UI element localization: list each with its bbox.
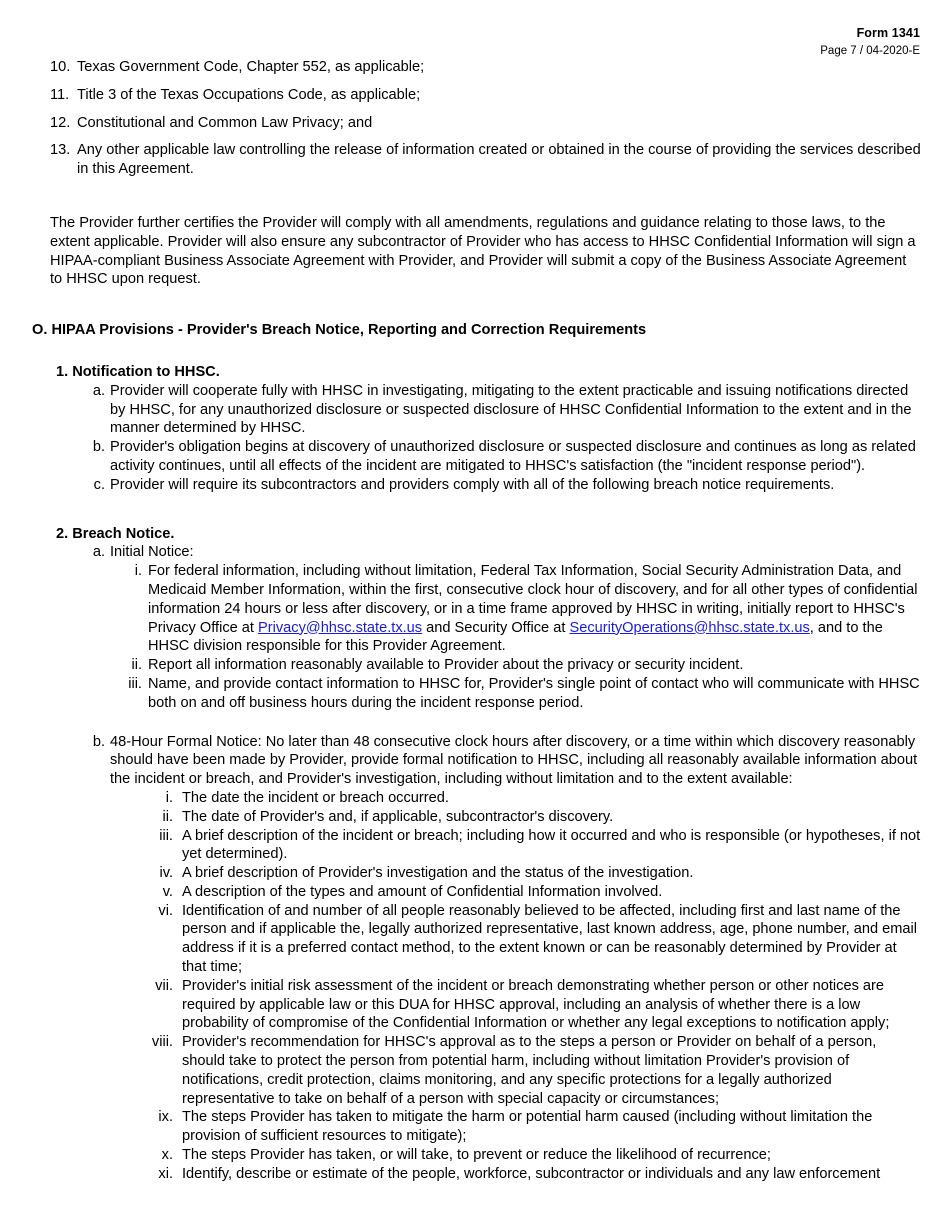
- list-text: A brief description of the incident or breach; including how it occurred and who is responsible (or hypotheses, if not yet determined).: [182, 827, 921, 863]
- list-item: [145, 902, 922, 977]
- list-item: [120, 656, 922, 675]
- list-text: [148, 562, 922, 656]
- breach-notice-letter-b: [50, 733, 922, 789]
- list-text: The steps Provider has taken to mitigate the harm or potential harm caused (including without limitation the provision of sufficient resources to mitigate);: [182, 1109, 873, 1145]
- subsection-heading-1: 1. Notification to HHSC.: [56, 363, 220, 380]
- list-item: [50, 86, 922, 105]
- list-item: [88, 476, 922, 495]
- list-text: The date the incident or breach occurred.: [182, 789, 449, 806]
- list-item: [88, 733, 922, 789]
- list-item: [145, 883, 922, 902]
- form-number: Form 1341: [856, 26, 920, 40]
- document-body: [32, 58, 922, 1184]
- list-text: A description of the types and amount of Confidential Information involved.: [182, 883, 663, 900]
- list-marker: c.: [93, 476, 105, 493]
- list-text: Title 3 of the Texas Occupations Code, as applicable;: [77, 86, 421, 103]
- list-marker: ix.: [158, 1109, 173, 1126]
- list-marker: 10.: [50, 59, 71, 75]
- list-item: [120, 675, 922, 713]
- list-text: Identification of and number of all people reasonably believed to be affected, including first and last name of the person and if applicable the, legally authorized representative, last known address, age, phone number, and email address if it is a preferred contact method, to the extent known or can be reasonably determined by Provider at that time;: [182, 902, 918, 976]
- notification-letter-list: [50, 382, 922, 495]
- list-marker: 12.: [50, 114, 71, 131]
- initial-notice-roman-list: [50, 562, 922, 712]
- top-numbered-list: [50, 58, 922, 179]
- list-text: The date of Provider's and, if applicable, subcontractor's discovery.: [182, 808, 614, 825]
- list-marker: iii.: [128, 675, 142, 692]
- list-marker: x.: [161, 1147, 173, 1164]
- list-item: [145, 808, 922, 827]
- list-text: Report all information reasonably available to Provider about the privacy or security incident.: [148, 657, 744, 674]
- privacy-office-email-link[interactable]: Privacy@hhsc.state.tx.us: [258, 619, 423, 636]
- list-item: [88, 543, 922, 562]
- list-marker: i.: [134, 563, 142, 580]
- text-segment-before-privacy-link: For federal information, including without limitation, Federal Tax Information, Social Security Administration Data, and Medicaid Member Information, within the first, consecutive clock hour of discovery, and for all other types of confidential information 24 hours or less after discovery, or in a time frame approved by HHSC in writing, initially report to HHSC's Privacy Office at: [148, 563, 918, 636]
- list-item: [88, 438, 922, 476]
- list-text: Name, and provide contact information to HHSC for, Provider's single point of contact who will communicate with HHSC both on and off business hours during the incident response period.: [148, 675, 920, 711]
- list-item: [145, 977, 922, 1033]
- list-marker: i.: [165, 789, 173, 806]
- list-marker: viii.: [151, 1034, 173, 1051]
- list-text: Provider will cooperate fully with HHSC in investigating, mitigating to the extent practicable and issuing notifications directed by HHSC, for any unauthorized disclosure or suspected disclosure of HHSC Confidential Information to the extent and in the manner determined by HHSC.: [110, 382, 912, 437]
- list-marker: b.: [92, 439, 105, 456]
- list-marker: v.: [162, 883, 173, 900]
- list-marker: a.: [92, 382, 105, 399]
- list-text: Identify, describe or estimate of the people, workforce, subcontractor or individuals and any law enforcement: [182, 1165, 881, 1182]
- intro-paragraph: The Provider further certifies the Provider will comply with all amendments, regulations and guidance relating to those laws, to the extent applicable. Provider will also ensure any subcontractor of Provider who has access to HHSC Confidential Information will sign a HIPAA-compliant Business Associate Agreement with Provider, and Provider will submit a copy of the Business Associate Agreement to HHSC upon request.: [50, 214, 916, 288]
- list-text: Texas Government Code, Chapter 552, as applicable;: [77, 59, 425, 75]
- security-operations-email-link[interactable]: SecurityOperations@hhsc.state.tx.us: [569, 619, 810, 636]
- list-item: [145, 1165, 922, 1184]
- formal-notice-roman-list: [50, 789, 922, 1184]
- list-marker: 11.: [50, 86, 70, 103]
- section-heading-o: O. HIPAA Provisions - Provider's Breach Notice, Reporting and Correction Requirements: [32, 322, 647, 339]
- list-marker: a.: [92, 544, 105, 561]
- intro-paragraph-block: [50, 214, 922, 289]
- list-text: Provider's initial risk assessment of the incident or breach demonstrating whether person or other notices are required by applicable law or this DUA for HHSC approval, including an analysis of whether there is a low probability of compromise of the Confidential Information or whether any legal exceptions to notification apply;: [182, 977, 890, 1032]
- list-marker: xi.: [158, 1165, 173, 1182]
- list-marker: b.: [92, 733, 105, 750]
- subsection-heading-2: 2. Breach Notice.: [56, 525, 175, 542]
- list-marker: iv.: [159, 865, 173, 882]
- list-marker: ii.: [162, 808, 173, 825]
- breach-notice-letter-a: [50, 543, 922, 562]
- block-breach-notice: [50, 525, 922, 1184]
- list-marker: ii.: [131, 657, 142, 674]
- list-item: [120, 562, 922, 656]
- list-text: Provider's obligation begins at discovery of unauthorized disclosure or suspected disclosure and continues as long as related activity continues, until all effects of the incident are mitigated to HHSC's satisfaction (the "incident response period").: [110, 439, 916, 474]
- list-text: Provider's recommendation for HHSC's approval as to the steps a person or Provider on behalf of a person, should take to protect the person from potential harm, including without limitation Provider's provision of notifications, credit protection, claims monitoring, and any specific protections for a legally authorized representative to take on behalf of a person with special capacity or circumstances;: [182, 1034, 877, 1107]
- list-text: Constitutional and Common Law Privacy; and: [77, 114, 373, 131]
- list-marker: vii.: [155, 977, 173, 994]
- list-marker: iii.: [159, 827, 173, 844]
- list-item: [145, 864, 922, 883]
- list-item: [50, 114, 922, 133]
- list-marker: 13.: [50, 142, 71, 159]
- list-text: A brief description of Provider's investigation and the status of the investigation.: [182, 865, 694, 882]
- block-notification-to-hhsc: [50, 363, 922, 495]
- list-text: Initial Notice:: [110, 544, 194, 561]
- page-number-line: Page 7 / 04-2020-E: [820, 44, 920, 57]
- list-item: [145, 827, 922, 865]
- list-item: [145, 1108, 922, 1146]
- document-header: [820, 26, 920, 58]
- list-marker: vi.: [158, 902, 173, 919]
- list-item: [50, 58, 922, 77]
- list-item: [50, 141, 922, 179]
- list-item: [145, 1033, 922, 1108]
- list-text: Provider will require its subcontractors and providers comply with all of the following breach notice requirements.: [110, 476, 835, 493]
- text-segment-after-links: , and to the HHSC division responsible for this Provider Agreement.: [148, 619, 883, 655]
- list-text: 48-Hour Formal Notice: No later than 48 consecutive clock hours after discovery, or a time within which discovery reasonably should have been made by Provider, provide formal notification to HHSC, including all reasonably available information about the incident or breach, and Provider's investigation, including without limitation and to the extent available:: [110, 733, 918, 788]
- list-text: The steps Provider has taken, or will take, to prevent or reduce the likelihood of recurrence;: [182, 1147, 771, 1164]
- list-item: [88, 382, 922, 438]
- list-item: [145, 789, 922, 808]
- list-item: [145, 1146, 922, 1165]
- list-text: Any other applicable law controlling the release of information created or obtained in the course of providing the services described in this Agreement.: [77, 142, 921, 178]
- text-segment-between-links: and Security Office at: [422, 619, 570, 636]
